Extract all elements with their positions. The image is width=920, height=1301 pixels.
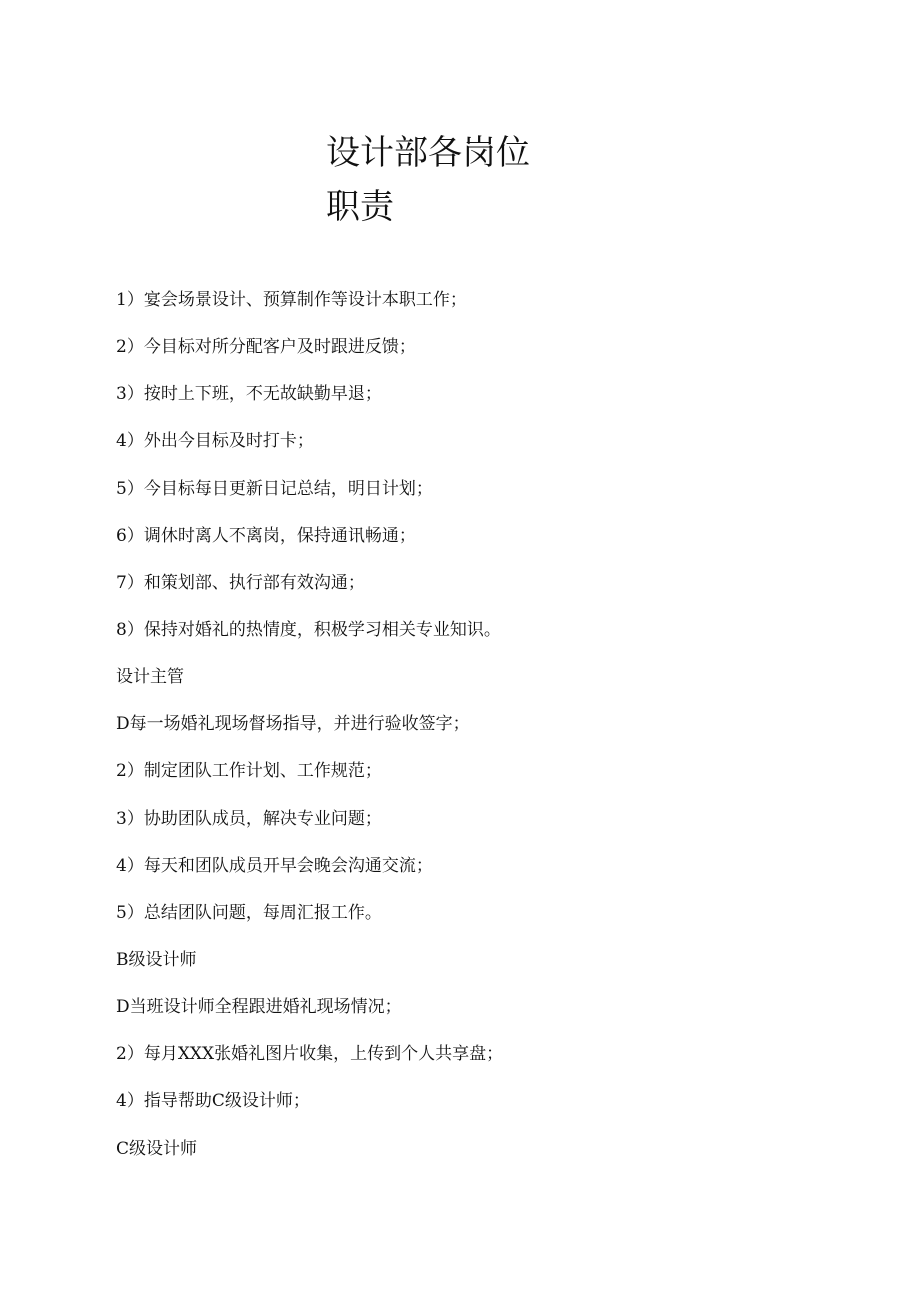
duty-item: 2）今目标对所分配客户及时跟进反馈； [116,337,416,358]
section-heading-design-supervisor: 设计主管 [116,667,184,688]
duties-text [116,283,876,1179]
duty-item: 4）每天和团队成员开早会晚会沟通交流； [116,855,433,876]
duty-item: 3）按时上下班，不无故缺勤早退； [116,384,382,405]
section-heading-c-designer: C级设计师 [116,1138,198,1159]
duty-item: 7）和策划部、执行部有效沟通； [116,572,365,593]
page-title [326,126,530,234]
duty-item: 4）外出今目标及时打卡； [116,431,314,452]
duty-item: 2）每月XXX张婚礼图片收集，上传到个人共享盘； [116,1044,504,1065]
duty-item: 6）调休时离人不离岗，保持通讯畅通； [116,525,416,546]
section-heading-b-designer: B级设计师 [116,949,197,970]
title-line-1: 设计部各岗位 [326,133,530,173]
duty-item: 8）保持对婚礼的热情度，积极学习相关专业知识。 [116,619,501,640]
duty-item: 2）制定团队工作计划、工作规范； [116,761,382,782]
duty-item: 5）今目标每日更新日记总结，明日计划； [116,478,433,499]
duty-item: 4）指导帮助C级设计师； [116,1091,310,1112]
duty-item: 5）总结团队问题，每周汇报工作。 [116,902,382,923]
duty-item: 1）宴会场景设计、预算制作等设计本职工作； [116,290,467,310]
duty-item: D每一场婚礼现场督场指导，并进行验收签字； [116,714,470,735]
duty-item: D当班设计师全程跟进婚礼现场情况； [116,997,402,1018]
title-line-2: 职责 [326,187,394,227]
duty-item: 3）协助团队成员，解决专业问题； [116,808,382,829]
